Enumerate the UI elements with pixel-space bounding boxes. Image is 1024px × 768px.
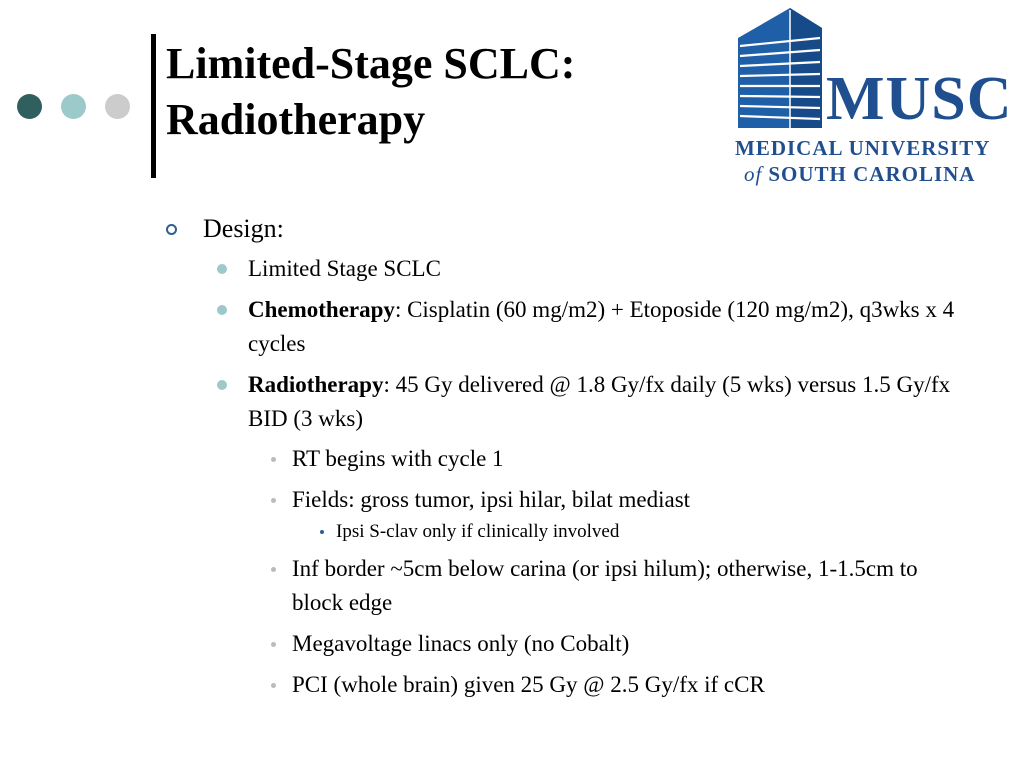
bullet-small-dot-icon: [271, 457, 276, 462]
logo-state: SOUTH CAROLINA: [768, 162, 976, 186]
bullet-dot-icon: [217, 380, 227, 390]
logo-university-name: MEDICAL UNIVERSITY: [735, 136, 991, 160]
slide-title-line-2: Radiotherapy: [166, 95, 426, 144]
item-text: Fields: gross tumor, ipsi hilar, bilat mediast: [292, 487, 691, 512]
logo-wordmark: MUSC: [826, 65, 1013, 133]
list-item: [203, 252, 966, 286]
item-text: RT begins with cycle 1: [292, 446, 504, 471]
item-bold-label: Chemotherapy: [248, 297, 395, 322]
dot-gray-icon: [105, 94, 130, 119]
bullet-small-dot-icon: [271, 567, 276, 572]
bullet-tiny-dot-icon: [320, 530, 324, 534]
logo-state-name: [744, 162, 975, 187]
item-text: Limited Stage SCLC: [248, 256, 441, 281]
dot-dark-icon: [17, 94, 42, 119]
bullet-ring-icon: [166, 224, 177, 235]
list-item: [203, 368, 966, 702]
design-list: [203, 252, 966, 702]
item-bold-label: Radiotherapy: [248, 372, 384, 397]
item-text: : 45 Gy delivered @ 1.8 Gy/fx daily (5 wks) versus 1.5 Gy/fx BID (3 wks): [248, 372, 951, 431]
design-heading: Design:: [203, 214, 284, 243]
title-divider: [151, 34, 156, 178]
decorative-dots: [17, 94, 130, 119]
item-text: Inf border ~5cm below carina (or ipsi hilum); otherwise, 1-1.5cm to block edge: [292, 556, 918, 615]
radiotherapy-sublist: [203, 442, 966, 702]
bullet-dot-icon: [217, 264, 227, 274]
list-item: [203, 483, 966, 545]
list-item-design: [166, 212, 966, 702]
dot-teal-icon: [61, 94, 86, 119]
bullet-small-dot-icon: [271, 498, 276, 503]
bullet-dot-icon: [217, 305, 227, 315]
item-text: PCI (whole brain) given 25 Gy @ 2.5 Gy/fx if cCR: [292, 672, 765, 697]
list-item: [203, 442, 966, 476]
musc-logo: [730, 8, 1024, 190]
list-item: [203, 293, 966, 361]
slide-title-line-1: Limited-Stage SCLC:: [166, 39, 576, 88]
bullet-small-dot-icon: [271, 642, 276, 647]
slide-body: [166, 212, 966, 709]
building-logo-icon: [730, 8, 830, 133]
item-text: : Cisplatin (60 mg/m2) + Etoposide (120 mg/m2), q3wks x 4 cycles: [248, 297, 955, 356]
item-text: Megavoltage linacs only (no Cobalt): [292, 631, 630, 656]
logo-of: of: [744, 162, 763, 186]
fields-sublist: [203, 519, 966, 545]
list-item: [203, 668, 966, 702]
list-item: [203, 552, 966, 620]
list-item: [203, 627, 966, 661]
item-text: Ipsi S-clav only if clinically involved: [336, 521, 620, 542]
list-item: [203, 519, 966, 545]
bullet-small-dot-icon: [271, 683, 276, 688]
slide-title: [166, 36, 726, 148]
